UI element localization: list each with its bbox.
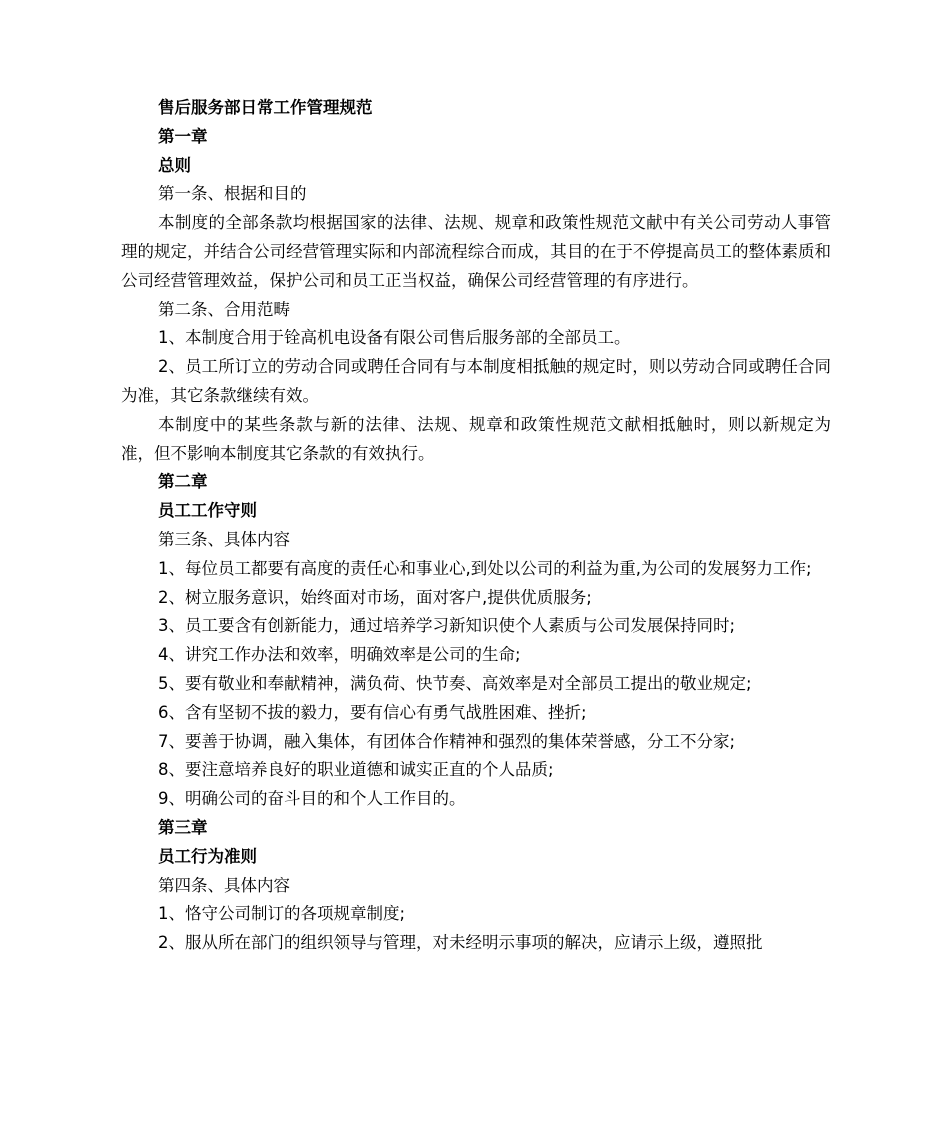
- article-2-heading: 第二条、合用范畴: [158, 299, 290, 319]
- chapter-3-subheading: 员工行为准则: [158, 846, 257, 866]
- article-3-item: 1、每位员工都要有高度的责任心和事业心,到处以公司的利益为重,为公司的发展努力工作;: [158, 558, 812, 578]
- article-3-item: 5、要有敬业和奉献精神，满负荷、快节奏、高效率是对全部员工提出的敬业规定;: [158, 673, 752, 693]
- article-4-item: 2、服从所在部门的组织领导与管理，对未经明示事项的解决，应请示上级，遵照批: [158, 933, 763, 953]
- article-3-item: 9、明确公司的奋斗目的和个人工作目的。: [158, 789, 466, 809]
- article-1-heading: 第一条、根据和目的: [158, 184, 307, 204]
- article-2-note: 本制度中的某些条款与新的法律、法规、规章和政策性规范文献相抵触时，则以新规定为准，但不影响本制度其它条款的有效执行。: [121, 414, 831, 463]
- article-2-item: 1、本制度合用于铨高机电设备有限公司售后服务部的全部员工。: [158, 328, 631, 348]
- article-4-item: 1、恪守公司制订的各项规章制度;: [158, 904, 406, 924]
- chapter-1-heading: 第一章: [158, 126, 208, 146]
- article-3-item: 4、讲究工作办法和效率，明确效率是公司的生命;: [158, 645, 521, 665]
- article-1-text: 本制度的全部条款均根据国家的法律、法规、规章和政策性规范文献中有关公司劳动人事管理的规定，并结合公司经营管理实际和内部流程综合而成，其目的在于不停提高员工的整体素质和公司经营管理效益，保护公司和员工正当权益，确保公司经营管理的有序进行。: [121, 213, 831, 290]
- article-3-item: 7、要善于协调，融入集体，有团体合作精神和强烈的集体荣誉感，分工不分家;: [158, 731, 736, 751]
- document-body: [121, 94, 831, 958]
- chapter-2-subheading: 员工工作守则: [158, 501, 257, 521]
- article-2-item: 2、员工所订立的劳动合同或聘任合同有与本制度相抵触的规定时，则以劳动合同或聘任合同为准，其它条款继续有效。: [121, 357, 831, 405]
- chapter-1-subheading: 总则: [158, 155, 191, 175]
- article-3-item: 6、含有坚韧不拔的毅力，要有信心有勇气战胜困难、挫折;: [158, 702, 587, 722]
- document-title: 售后服务部日常工作管理规范: [158, 98, 373, 117]
- chapter-3-heading: 第三章: [158, 817, 208, 837]
- article-3-item: 3、员工要含有创新能力，通过培养学习新知识使个人素质与公司发展保持同时;: [158, 616, 736, 636]
- article-3-heading: 第三条、具体内容: [158, 529, 290, 549]
- article-3-item: 2、树立服务意识，始终面对市场，面对客户,提供优质服务;: [158, 587, 592, 607]
- article-4-heading: 第四条、具体内容: [158, 875, 290, 895]
- chapter-2-heading: 第二章: [158, 472, 208, 492]
- article-3-item: 8、要注意培养良好的职业道德和诚实正直的个人品质;: [158, 760, 554, 780]
